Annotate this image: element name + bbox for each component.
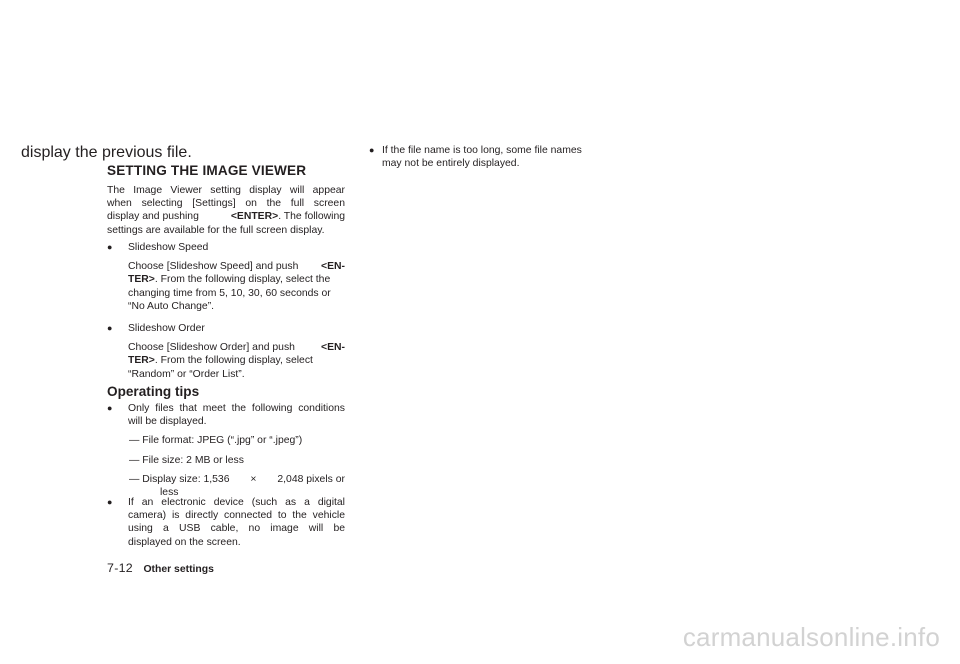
slideshow-speed-line4: “No Auto Change”. [128, 300, 215, 312]
tip1-line2: will be displayed. [128, 416, 207, 428]
enter-key-label: <EN- [321, 342, 345, 354]
intro-line: when selecting [Settings] on the full screen [107, 198, 345, 210]
condition-file-size: — File size: 2 MB or less [129, 454, 244, 466]
slideshow-order-line3: “Random” or “Order List”. [128, 368, 245, 380]
slideshow-speed-item [128, 241, 345, 313]
tip-usb-camera [128, 496, 345, 549]
slideshow-speed-line3: changing time from 5, 10, 30, 60 seconds or [128, 287, 331, 299]
display-size-end: 2,048 pixels or [277, 473, 345, 485]
continuation-text: display the previous file. [21, 144, 192, 161]
slideshow-order-line2: . From the following display, select [154, 355, 313, 367]
intro-line: settings are available for the full screen display. [107, 224, 325, 236]
slideshow-speed-line [128, 260, 345, 273]
section-title: Other settings [143, 564, 214, 575]
times-sign: × [250, 473, 257, 485]
slideshow-speed-line1: Choose [Slideshow Speed] and push [128, 261, 299, 273]
intro-paragraph [107, 184, 345, 237]
slideshow-speed-line2: . From the following display, select the [154, 274, 331, 286]
intro-line [107, 210, 345, 223]
bullet-icon: ● [107, 242, 113, 252]
tip2-line: camera) is directly connected to the vehicle [128, 510, 345, 522]
page-footer [107, 559, 214, 577]
right-column-tip [382, 144, 602, 170]
tip1-line1: Only files that meet the following conditions [128, 403, 345, 414]
tip2-line: If an electronic device (such as a digital [128, 497, 345, 508]
slideshow-order-title: Slideshow Order [128, 323, 205, 334]
intro-line-end: . The following [278, 211, 345, 223]
heading-operating-tips: Operating tips [107, 384, 200, 399]
bullet-icon: ● [107, 403, 113, 413]
slideshow-order-line [128, 341, 345, 354]
bullet-icon: ● [107, 497, 113, 507]
heading-setting-image-viewer: SETTING THE IMAGE VIEWER [107, 163, 307, 178]
tip2-line: using a USB cable, no image will be [128, 523, 345, 535]
enter-key-label: TER> [128, 355, 155, 367]
enter-key-label: <ENTER> [230, 211, 279, 223]
slideshow-order-line1: Choose [Slideshow Order] and push [128, 342, 295, 354]
tip-file-conditions [128, 402, 345, 499]
watermark-text: carmanualsonline.info [682, 622, 940, 652]
enter-key-label: TER> [128, 274, 155, 286]
display-size-less: less [160, 487, 179, 499]
slideshow-order-line [128, 354, 345, 367]
intro-line: The Image Viewer setting display will appear [107, 185, 345, 196]
bullet-icon: ● [107, 323, 113, 333]
bullet-icon: ● [369, 145, 375, 155]
slideshow-speed-line [128, 273, 345, 286]
slideshow-order-item [128, 322, 345, 381]
page-number: 7-12 [107, 561, 133, 575]
display-size-start: — Display size: 1,536 [129, 473, 230, 485]
tip3-line1: If the file name is too long, some file names [382, 145, 582, 156]
tip3-line2: may not be entirely displayed. [382, 158, 520, 170]
intro-line-start: display and pushing [107, 211, 199, 223]
tip2-line-last: displayed on the screen. [128, 536, 241, 548]
enter-key-label: <EN- [321, 261, 345, 273]
condition-file-format: — File format: JPEG (“.jpg” or “.jpeg”) [129, 435, 303, 447]
slideshow-speed-title: Slideshow Speed [128, 242, 209, 253]
condition-display-size [128, 473, 345, 486]
